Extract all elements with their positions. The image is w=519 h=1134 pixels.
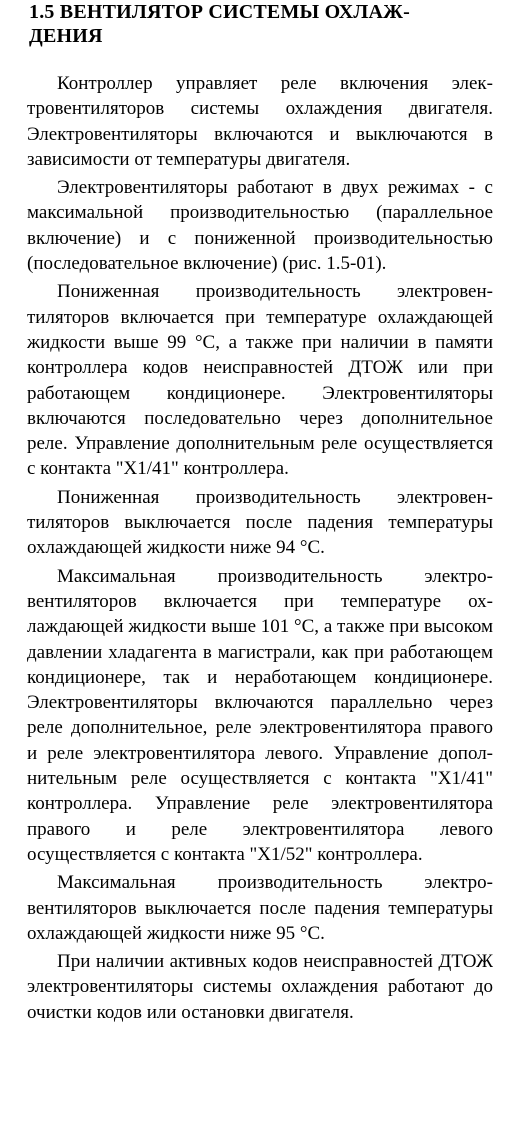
paragraph-high-speed-on: Максимальная производительность электровентиляторов включается при температуре охлаждающей жидкости выше 101 °С, а также при высоком давлении хладагента в магистрали, как при работающем кондиционере, так и неработающем кондиционере. Электровентиляторы включаются параллельно через реле дополнительное, реле электровентилятора правого и реле электровентилятора левого. Управление дополнительным реле осуществляется с контакта "X1/41" контроллера. Управление реле электровентилятора правого и реле электровентилятора левого осуществляется с контакта "X1/52" контроллера. xyxy=(27,565,493,865)
document-page xyxy=(27,0,493,1028)
paragraph-controller-relay: Контроллер управляет реле включения электровентиляторов системы охлаждения двигателя. Электровентиляторы включаются и выключаются в зависимости от температуры двигателя. xyxy=(27,73,493,170)
paragraph-fault-codes: При наличии активных кодов неисправностей ДТОЖ электровентиляторы системы охлаждения работают до очистки кодов или остановки двигателя. xyxy=(27,951,493,1023)
paragraph-low-speed-off: Пониженная производительность электровентиляторов выключается после падения температуры охлаждающей жидкости ниже 94 °С. xyxy=(27,486,493,559)
section-heading xyxy=(29,0,493,48)
paragraph-low-speed-on: Пониженная производительность электровентиляторов включается при температуре охлаждающей жидкости выше 99 °С, а также при наличии в памяти контроллера кодов неисправностей ДТОЖ или при работающем кондиционере. Электровентиляторы включаются последовательно через дополнительное реле. Управление дополнительным реле осуществляется с контакта "X1/41" контроллера. xyxy=(27,281,493,480)
paragraph-high-speed-off: Максимальная производительность электровентиляторов выключается после падения температуры охлаждающей жидкости ниже 95 °С. xyxy=(27,872,493,944)
paragraph-fan-modes: Электровентиляторы работают в двух режимах - с максимальной производительностью (параллельное включение) и с пониженной производительностью (последовательное включение) (рис. 1.5-01). xyxy=(27,177,493,275)
section-heading-line-2: ДЕНИЯ xyxy=(29,25,103,47)
section-heading-line-1: 1.5 ВЕНТИЛЯТОР СИСТЕМЫ ОХЛАЖ- xyxy=(29,1,410,23)
body-text xyxy=(27,71,493,1025)
